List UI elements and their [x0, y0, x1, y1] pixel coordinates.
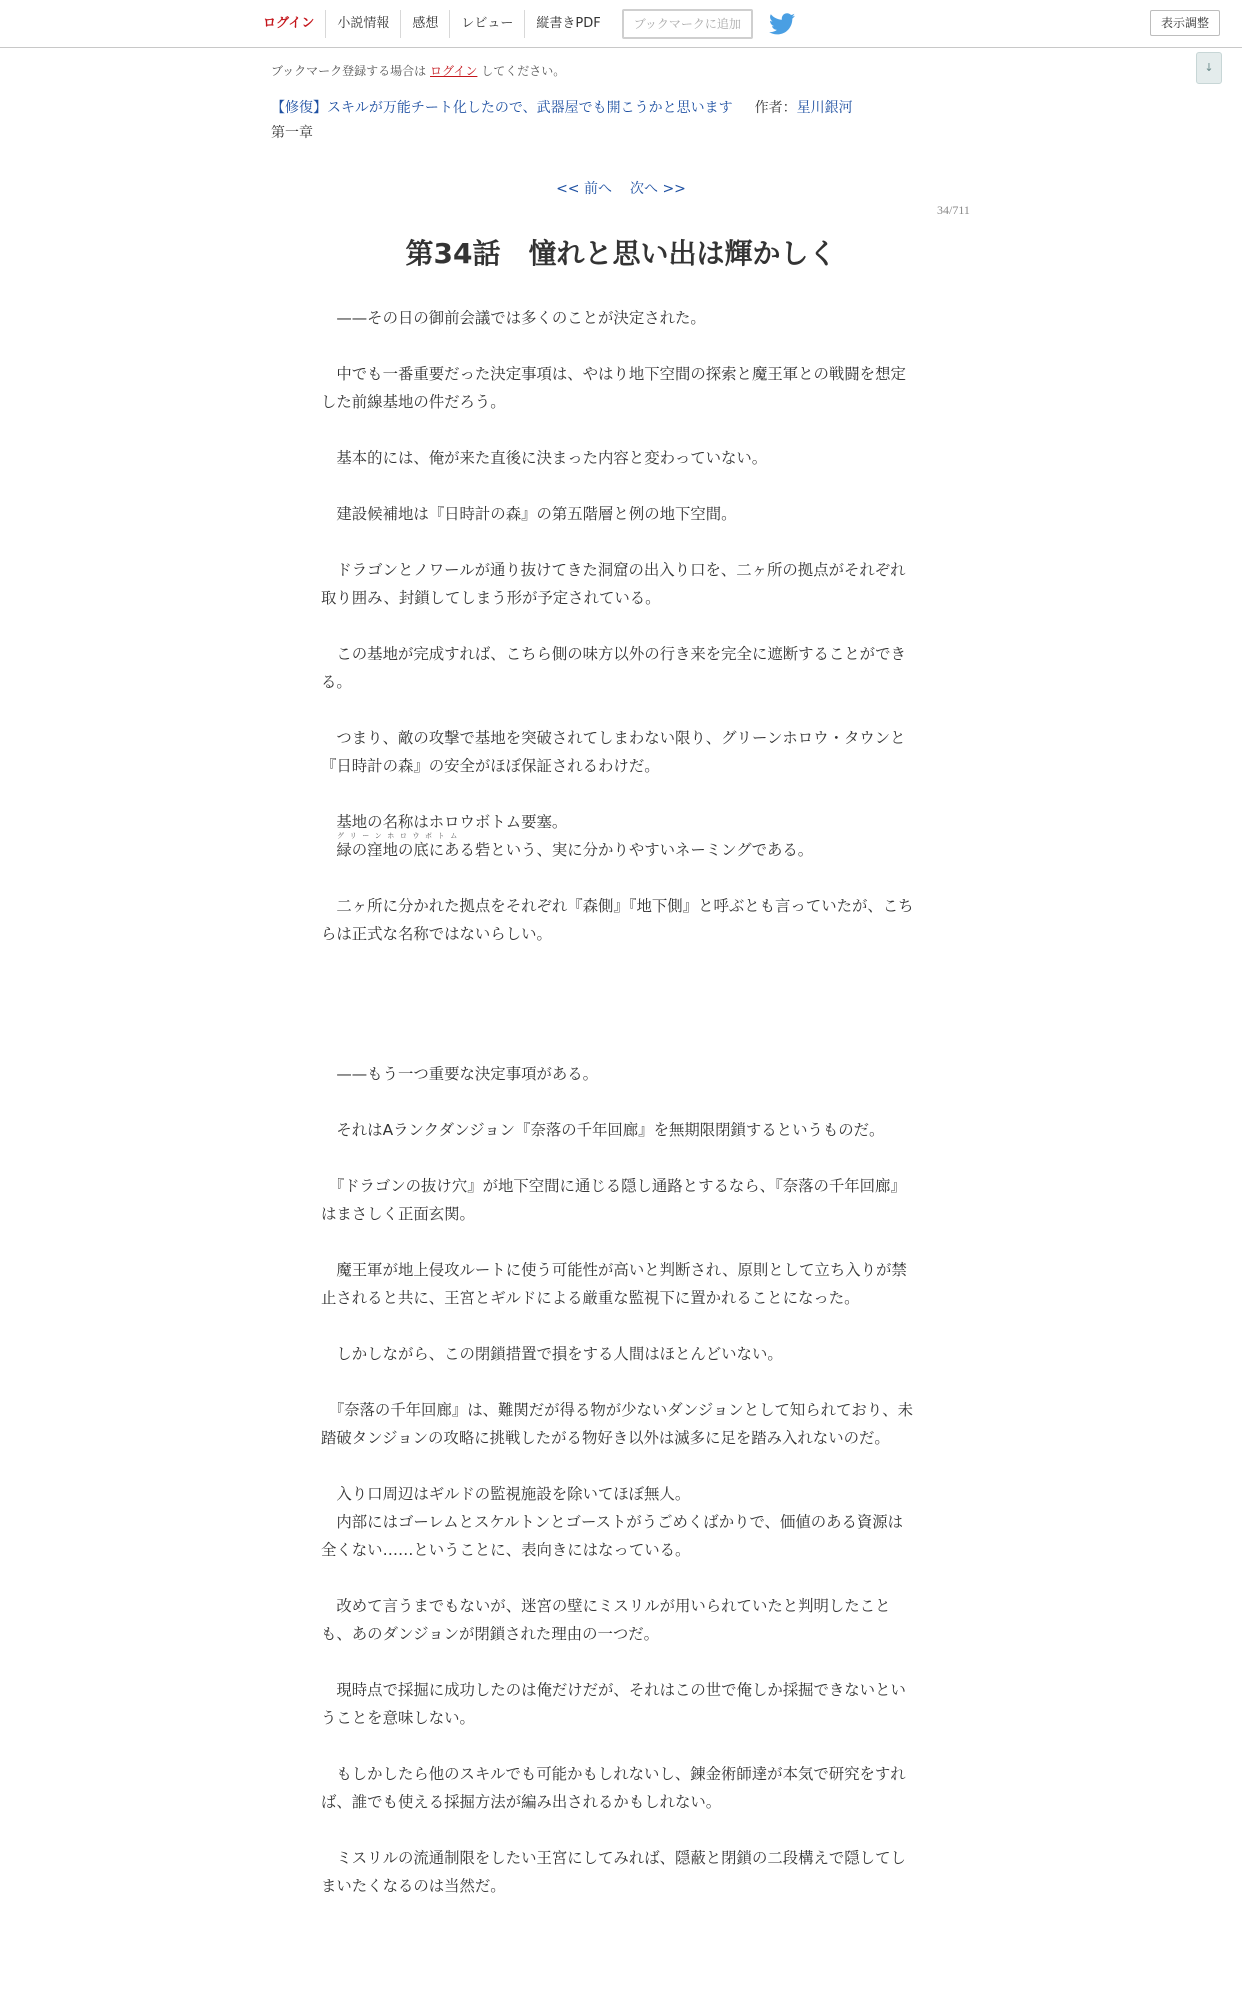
- novel-body: [321, 304, 917, 1900]
- body-paragraph-with-ruby: [321, 832, 917, 864]
- ruby-annotation: グリーンホロウボトム: [337, 832, 463, 840]
- body-paragraph: 入り口周辺はギルドの監視施設を除いてほぼ無人。: [321, 1485, 691, 1503]
- scroll-down-button[interactable]: ↓: [1196, 52, 1222, 84]
- body-paragraph: 中でも一番重要だった決定事項は、やはり地下空間の探索と魔王軍との戦闘を想定した前線基地の件だろう。: [321, 365, 906, 411]
- notice-text-before: ブックマーク登録する場合は: [271, 64, 427, 78]
- body-paragraph: 改めて言うまでもないが、迷宮の壁にミスリルが用いられていたと判明したことも、あのダンジョンが閉鎖された理由の一つだ。: [321, 1597, 891, 1643]
- nav-vertical-pdf[interactable]: 縦書きPDF: [536, 15, 601, 31]
- nav-novel-info[interactable]: 小説情報: [326, 10, 401, 38]
- chapter-title: 第一章: [271, 125, 313, 141]
- body-paragraph: ——もう一つ重要な決定事項がある。: [321, 1065, 599, 1083]
- novel-info-line: [271, 97, 853, 117]
- body-paragraph: 『奈落の千年回廊』は、難関だが得る物が少ないダンジョンとして知られており、未踏破タンジョンの攻略に挑戦したがる物好き以外は滅多に足を踏み入れないのだ。: [321, 1401, 913, 1447]
- prev-link[interactable]: << 前へ: [556, 181, 612, 197]
- body-paragraph: 基本的には、俺が来た直後に決まった内容と変わっていない。: [321, 449, 768, 467]
- body-paragraph-text: 緑の窪地の底にある砦という、実に分かりやすいネーミングである。: [321, 841, 814, 859]
- novel-title-link[interactable]: 【修復】スキルが万能チート化したので、武器屋でも開こうかと思います: [271, 100, 733, 116]
- body-paragraph: ——その日の御前会議では多くのことが決定された。: [321, 309, 706, 327]
- twitter-bird-icon[interactable]: [769, 13, 795, 35]
- author-link[interactable]: 星川銀河: [796, 100, 853, 116]
- body-paragraph: しかしながら、この閉鎖措置で損をする人間はほとんどいない。: [321, 1345, 783, 1363]
- body-paragraph: この基地が完成すれば、こちら側の味方以外の行き来を完全に遮断することができる。: [321, 645, 906, 691]
- next-link[interactable]: 次へ >>: [630, 181, 686, 197]
- body-paragraph: 現時点で採掘に成功したのは俺だけだが、それはこの世で俺しか採掘できないということを意味しない。: [321, 1681, 906, 1727]
- episode-title: 第34話 憧れと思い出は輝かしく: [405, 237, 837, 270]
- body-paragraph: 『ドラゴンの抜け穴』が地下空間に通じる隠し通路とするなら、『奈落の千年回廊』はまさしく正面玄関。: [321, 1177, 906, 1223]
- add-bookmark-button[interactable]: ブックマークに追加: [622, 9, 753, 39]
- body-paragraph: つまり、敵の攻撃で基地を突破されてしまわない限り、グリーンホロウ・タウンと『日時計の森』の安全がほぼ保証されるわけだ。: [321, 729, 906, 775]
- nav-impressions[interactable]: 感想: [401, 10, 450, 38]
- nav-review[interactable]: レビュー: [450, 10, 525, 38]
- top-navigation-bar: [0, 0, 1242, 48]
- body-paragraph: それはAランクダンジョン『奈落の千年回廊』を無期限閉鎖するというものだ。: [321, 1121, 885, 1139]
- nav-login[interactable]: ログイン: [252, 10, 326, 38]
- login-notice: [271, 62, 565, 79]
- nav-menu: [252, 0, 795, 47]
- body-paragraph: 建設候補地は『日時計の森』の第五階層と例の地下空間。: [321, 505, 737, 523]
- notice-login-link[interactable]: ログイン: [430, 64, 478, 78]
- body-paragraph: ミスリルの流通制限をしたい王宮にしてみれば、隠蔽と閉鎖の二段構えで隠してしまいたくなるのは当然だ。: [321, 1849, 906, 1895]
- body-paragraph: もしかしたら他のスキルでも可能かもしれないし、錬金術師達が本気で研究をすれば、誰でも使える採掘方法が編み出されるかもしれない。: [321, 1765, 906, 1811]
- body-paragraph: 内部にはゴーレムとスケルトンとゴーストがうごめくばかりで、価値のある資源は全くない……ということに、表向きにはなっている。: [321, 1513, 904, 1559]
- body-paragraph: ドラゴンとノワールが通り抜けてきた洞窟の出入り口を、二ヶ所の拠点がそれぞれ取り囲み、封鎖してしまう形が予定されている。: [321, 561, 906, 607]
- author-label: 作者：: [754, 100, 797, 116]
- notice-text-after: してください。: [481, 64, 566, 78]
- body-paragraph: 魔王軍が地上侵攻ルートに使う可能性が高いと判断され、原則として立ち入りが禁止されると共に、王宮とギルドによる厳重な監視下に置かれることになった。: [321, 1261, 907, 1307]
- display-settings-button[interactable]: 表示調整: [1150, 10, 1220, 36]
- body-paragraph: 二ヶ所に分かれた拠点をそれぞれ『森側』『地下側』と呼ぶとも言っていたが、こちらは正式な名称ではないらしい。: [321, 897, 914, 943]
- episode-count: 34/711: [937, 203, 970, 217]
- body-paragraph: 基地の名称はホロウボトム要塞。: [321, 813, 568, 831]
- episode-pager: [0, 178, 1242, 198]
